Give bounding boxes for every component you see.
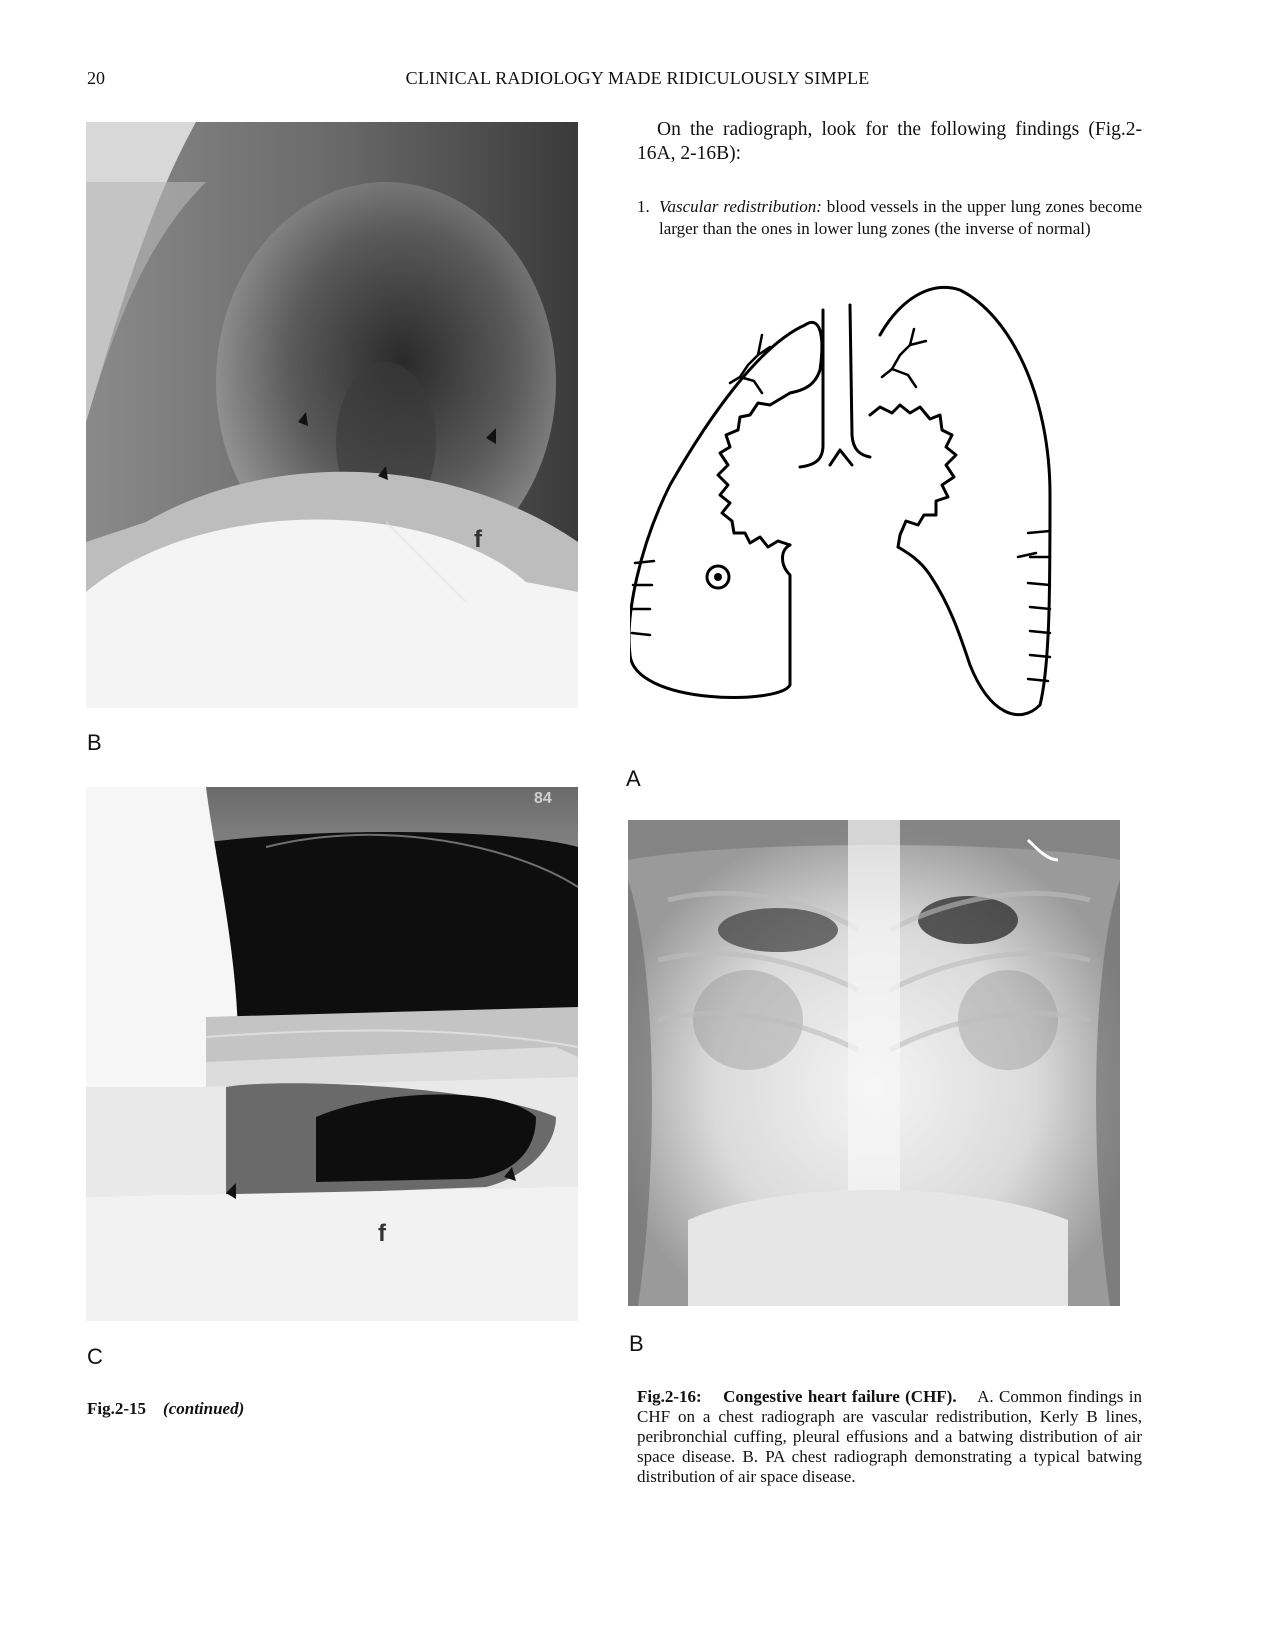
- intro-paragraph: On the radiograph, look for the following findings (Fig.2-16A, 2-16B):: [637, 119, 1142, 164]
- radiograph-pa-image: [628, 820, 1120, 1306]
- kerley-b-lines-right: [632, 561, 654, 635]
- fluid-label-f: f: [378, 1220, 386, 1247]
- fluid-label-f: f: [474, 526, 482, 553]
- caption-label: Fig.2-15: [87, 1399, 147, 1418]
- right-hilum-cuffing: [718, 393, 790, 547]
- chf-diagram-drawing: [630, 285, 1130, 765]
- right-lung-outline: [630, 325, 805, 697]
- upper-vessel-left: [882, 329, 926, 387]
- left-hilum-cuffing: [870, 405, 956, 547]
- pa-chest-radiograph-b: [628, 820, 1120, 1306]
- panel-label-c: C: [87, 1344, 103, 1369]
- finding-number: 1.: [637, 197, 650, 216]
- radiograph-b-image: [86, 122, 578, 708]
- caption-fig-2-15: [87, 1399, 244, 1419]
- panel-label-b-pa: B: [629, 1331, 644, 1356]
- panel-label-a: A: [626, 766, 641, 791]
- radiograph-c-image: [86, 787, 578, 1321]
- lateral-chest-radiograph-b: [86, 122, 578, 708]
- caption-label: Fig.2-16:: [637, 1387, 702, 1406]
- page-number: 20: [87, 68, 105, 88]
- caption-continued: (continued): [163, 1399, 245, 1418]
- chf-lung-diagram: [630, 285, 1130, 765]
- finding-text: blood vessels in the upper lung zones become larger than the ones in lower lung zones (the inverse of normal): [659, 197, 1142, 238]
- trachea-right-wall: [850, 305, 870, 457]
- film-marker-84: 84: [534, 790, 552, 807]
- finding-term: Vascular redistribution:: [659, 197, 822, 216]
- decubitus-radiograph-c: [86, 787, 578, 1321]
- caption-title: Congestive heart failure (CHF).: [723, 1387, 957, 1406]
- finding-item-1: [637, 196, 1142, 240]
- caption-fig-2-16: [637, 1387, 1142, 1487]
- panel-label-b: B: [87, 730, 102, 755]
- running-title: CLINICAL RADIOLOGY MADE RIDICULOUSLY SIMPLE: [405, 68, 870, 88]
- left-lung-outline: [880, 287, 1050, 714]
- caption-text: A. Common findings in CHF on a chest radiograph are vascular redistribution, Kerly B lines, peribronchial cuffing, pleural effusions and a batwing distribution of air space disease. B. PA chest radiograph demonstrating a typical batwing distribution of air space disease.: [637, 1387, 1142, 1486]
- carina: [830, 450, 852, 465]
